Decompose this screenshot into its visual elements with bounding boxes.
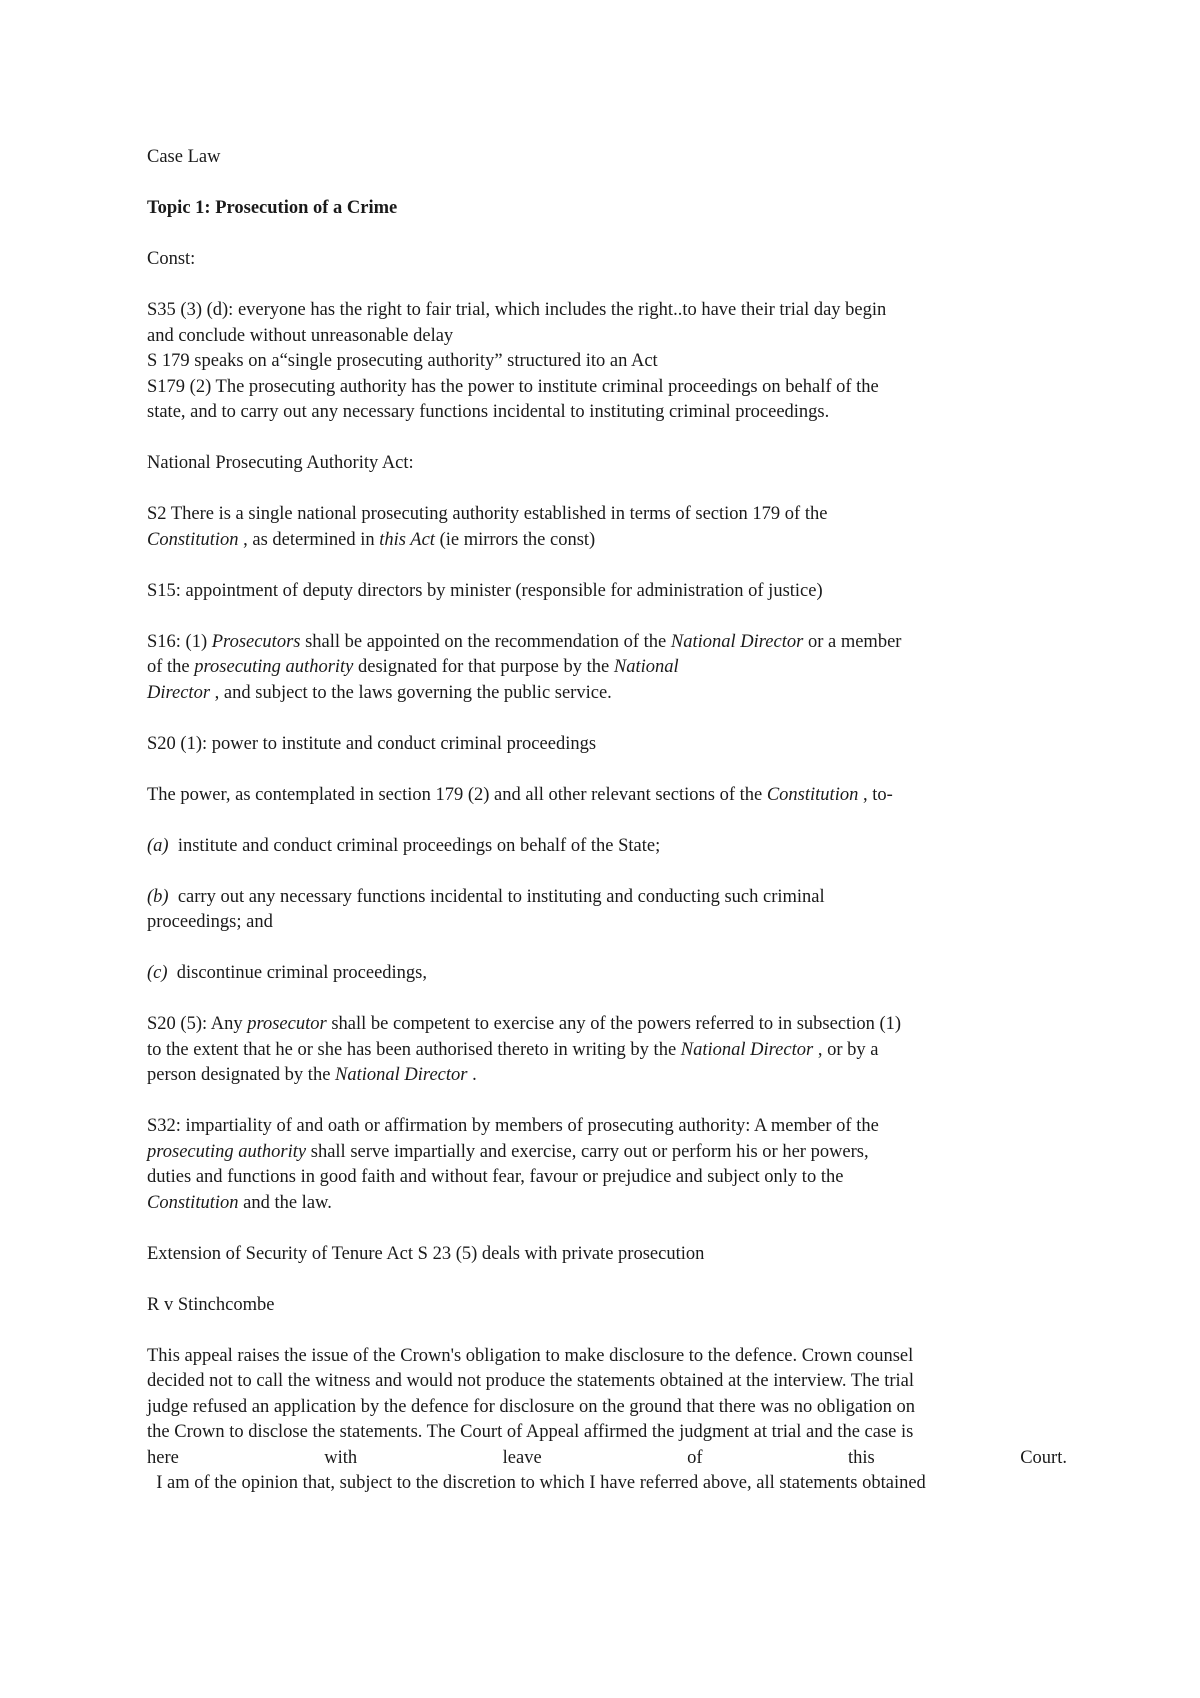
s32-paragraph (147, 1114, 1067, 1216)
s32-b: shall serve impartially and exercise, carry out or perform his or her powers, (306, 1141, 869, 1162)
case-name: R v Stinchcombe (147, 1294, 275, 1315)
item-b-line-1 (147, 885, 1067, 911)
s179-2-line-1: S179 (2) The prosecuting authority has the power to institute criminal proceedings on behalf of the (147, 376, 879, 397)
item-b (147, 885, 1067, 936)
s16-national-director: National Director (670, 631, 804, 652)
s20-5-d: , or by a (813, 1039, 879, 1060)
power-paragraph (147, 783, 1067, 809)
appeal-word: leave (502, 1447, 542, 1468)
s16-e: designated for that purpose by the (353, 657, 614, 677)
item-c (147, 961, 1067, 987)
s16-paragraph (147, 630, 1067, 707)
s16-a: S16: (1) (147, 631, 212, 652)
appeal-word: Court. (1020, 1447, 1067, 1468)
s16-national: National (613, 657, 679, 677)
s2-constitution: Constitution (147, 529, 239, 550)
appeal-word: with (324, 1447, 358, 1468)
item-a (147, 834, 1067, 860)
s20-5-line-2 (147, 1038, 1067, 1064)
document-heading: Case Law (147, 147, 221, 167)
appeal-line-2: decided not to call the witness and would not produce the statements obtained at the interview. The trial (147, 1371, 915, 1391)
s20-5-line-3 (147, 1063, 1067, 1089)
s32-line-1: S32: impartiality of and oath or affirmation by members of prosecuting authority: A member of the (147, 1116, 879, 1136)
s16-d: of the (147, 657, 195, 677)
appeal-word: this (848, 1447, 875, 1468)
s35-line-1: S35 (3) (d): everyone has the right to fair trial, which includes the right..to have their trial day begin (147, 300, 887, 320)
appeal-word: of (687, 1447, 703, 1468)
s20-5-line-1 (147, 1012, 1067, 1038)
s20-1-paragraph: S20 (1): power to institute and conduct criminal proceedings (147, 733, 597, 754)
appeal-line-4: the Crown to disclose the statements. The Court of Appeal affirmed the judgment at trial and the case is (147, 1422, 914, 1442)
appeal-word: here (147, 1447, 179, 1468)
appeal-line-1: This appeal raises the issue of the Crown's obligation to make disclosure to the defence. Crown counsel (147, 1345, 914, 1366)
s20-5-c: to the extent that he or she has been authorised thereto in writing by the (147, 1039, 681, 1060)
topic-title: Topic 1: Prosecution of a Crime (147, 198, 398, 218)
s20-5-nd1: National Director (680, 1039, 814, 1060)
s32-prosecuting-authority: prosecuting authority (147, 1141, 307, 1162)
appeal-paragraph (147, 1344, 1067, 1497)
s179-2-line-2: state, and to carry out any necessary functions incidental to instituting criminal proceedings. (147, 402, 830, 422)
s32-line-3: duties and functions in good faith and without fear, favour or prejudice and subject only to the (147, 1167, 844, 1187)
s20-5-a: S20 (5): Any (147, 1014, 248, 1034)
s2-mid: , as determined in (238, 529, 380, 550)
npa-label: National Prosecuting Authority Act: (147, 453, 414, 473)
constitution-section (147, 298, 1067, 426)
item-b-line-2: proceedings; and (147, 912, 273, 932)
s20-5-paragraph (147, 1012, 1067, 1089)
power-constitution: Constitution (766, 784, 859, 805)
item-b-label: (b) (147, 886, 169, 907)
s20-5-e: person designated by the (147, 1065, 336, 1085)
document-page (147, 145, 1067, 1497)
s20-5-b: shall be competent to exercise any of the powers referred to in subsection (1) (326, 1014, 902, 1034)
item-c-label: (c) (147, 963, 168, 983)
s2-line-2 (147, 528, 1067, 554)
s20-5-nd2: National Director (335, 1065, 468, 1085)
s16-c: or a member (803, 631, 902, 652)
appeal-line-3: judge refused an application by the defence for disclosure on the ground that there was no obligation on (147, 1396, 916, 1417)
s16-line-2 (147, 655, 1067, 681)
const-label: Const: (147, 249, 196, 269)
s16-b: shall be appointed on the recommendation of the (300, 631, 671, 652)
s16-line-1 (147, 630, 1067, 656)
esta-paragraph: Extension of Security of Tenure Act S 23 (5) deals with private prosecution (147, 1243, 705, 1264)
item-b-text-1: carry out any necessary functions incidental to instituting and conducting such criminal (168, 886, 825, 907)
power-a: The power, as contemplated in section 179 (2) and all other relevant sections of the (147, 784, 767, 805)
item-a-label: (a) (147, 835, 169, 856)
s179-line: S 179 speaks on a“single prosecuting authority” structured ito an Act (147, 351, 658, 371)
power-b: , to- (858, 784, 893, 805)
s2-line-1: S2 There is a single national prosecuting authority established in terms of section 179 of the (147, 504, 828, 524)
s16-prosecutors: Prosecutors (211, 631, 301, 652)
s16-director: Director (147, 682, 211, 703)
s16-prosecuting-authority: prosecuting authority (194, 657, 354, 677)
s20-5-prosecutor: prosecutor (247, 1014, 327, 1034)
s2-paragraph (147, 502, 1067, 553)
item-c-text: discontinue criminal proceedings, (167, 963, 427, 983)
s15-paragraph: S15: appointment of deputy directors by minister (responsible for administration of justice) (147, 580, 823, 601)
item-a-text: institute and conduct criminal proceedings on behalf of the State; (168, 835, 661, 856)
s32-d: and the law. (238, 1192, 332, 1213)
s32-constitution: Constitution (147, 1192, 239, 1213)
opinion-line-1: I am of the opinion that, subject to the discretion to which I have referred above, all statements obtained (147, 1473, 926, 1493)
s16-line-3 (147, 681, 1067, 707)
s16-f: , and subject to the laws governing the public service. (210, 682, 612, 703)
s32-line-4 (147, 1191, 1067, 1217)
s32-line-2 (147, 1140, 1067, 1166)
s2-this-act: this Act (379, 529, 435, 550)
s2-end: (ie mirrors the const) (434, 529, 596, 550)
appeal-line-5 (147, 1446, 1067, 1472)
s20-5-f: . (467, 1065, 477, 1085)
s35-line-2: and conclude without unreasonable delay (147, 325, 454, 346)
